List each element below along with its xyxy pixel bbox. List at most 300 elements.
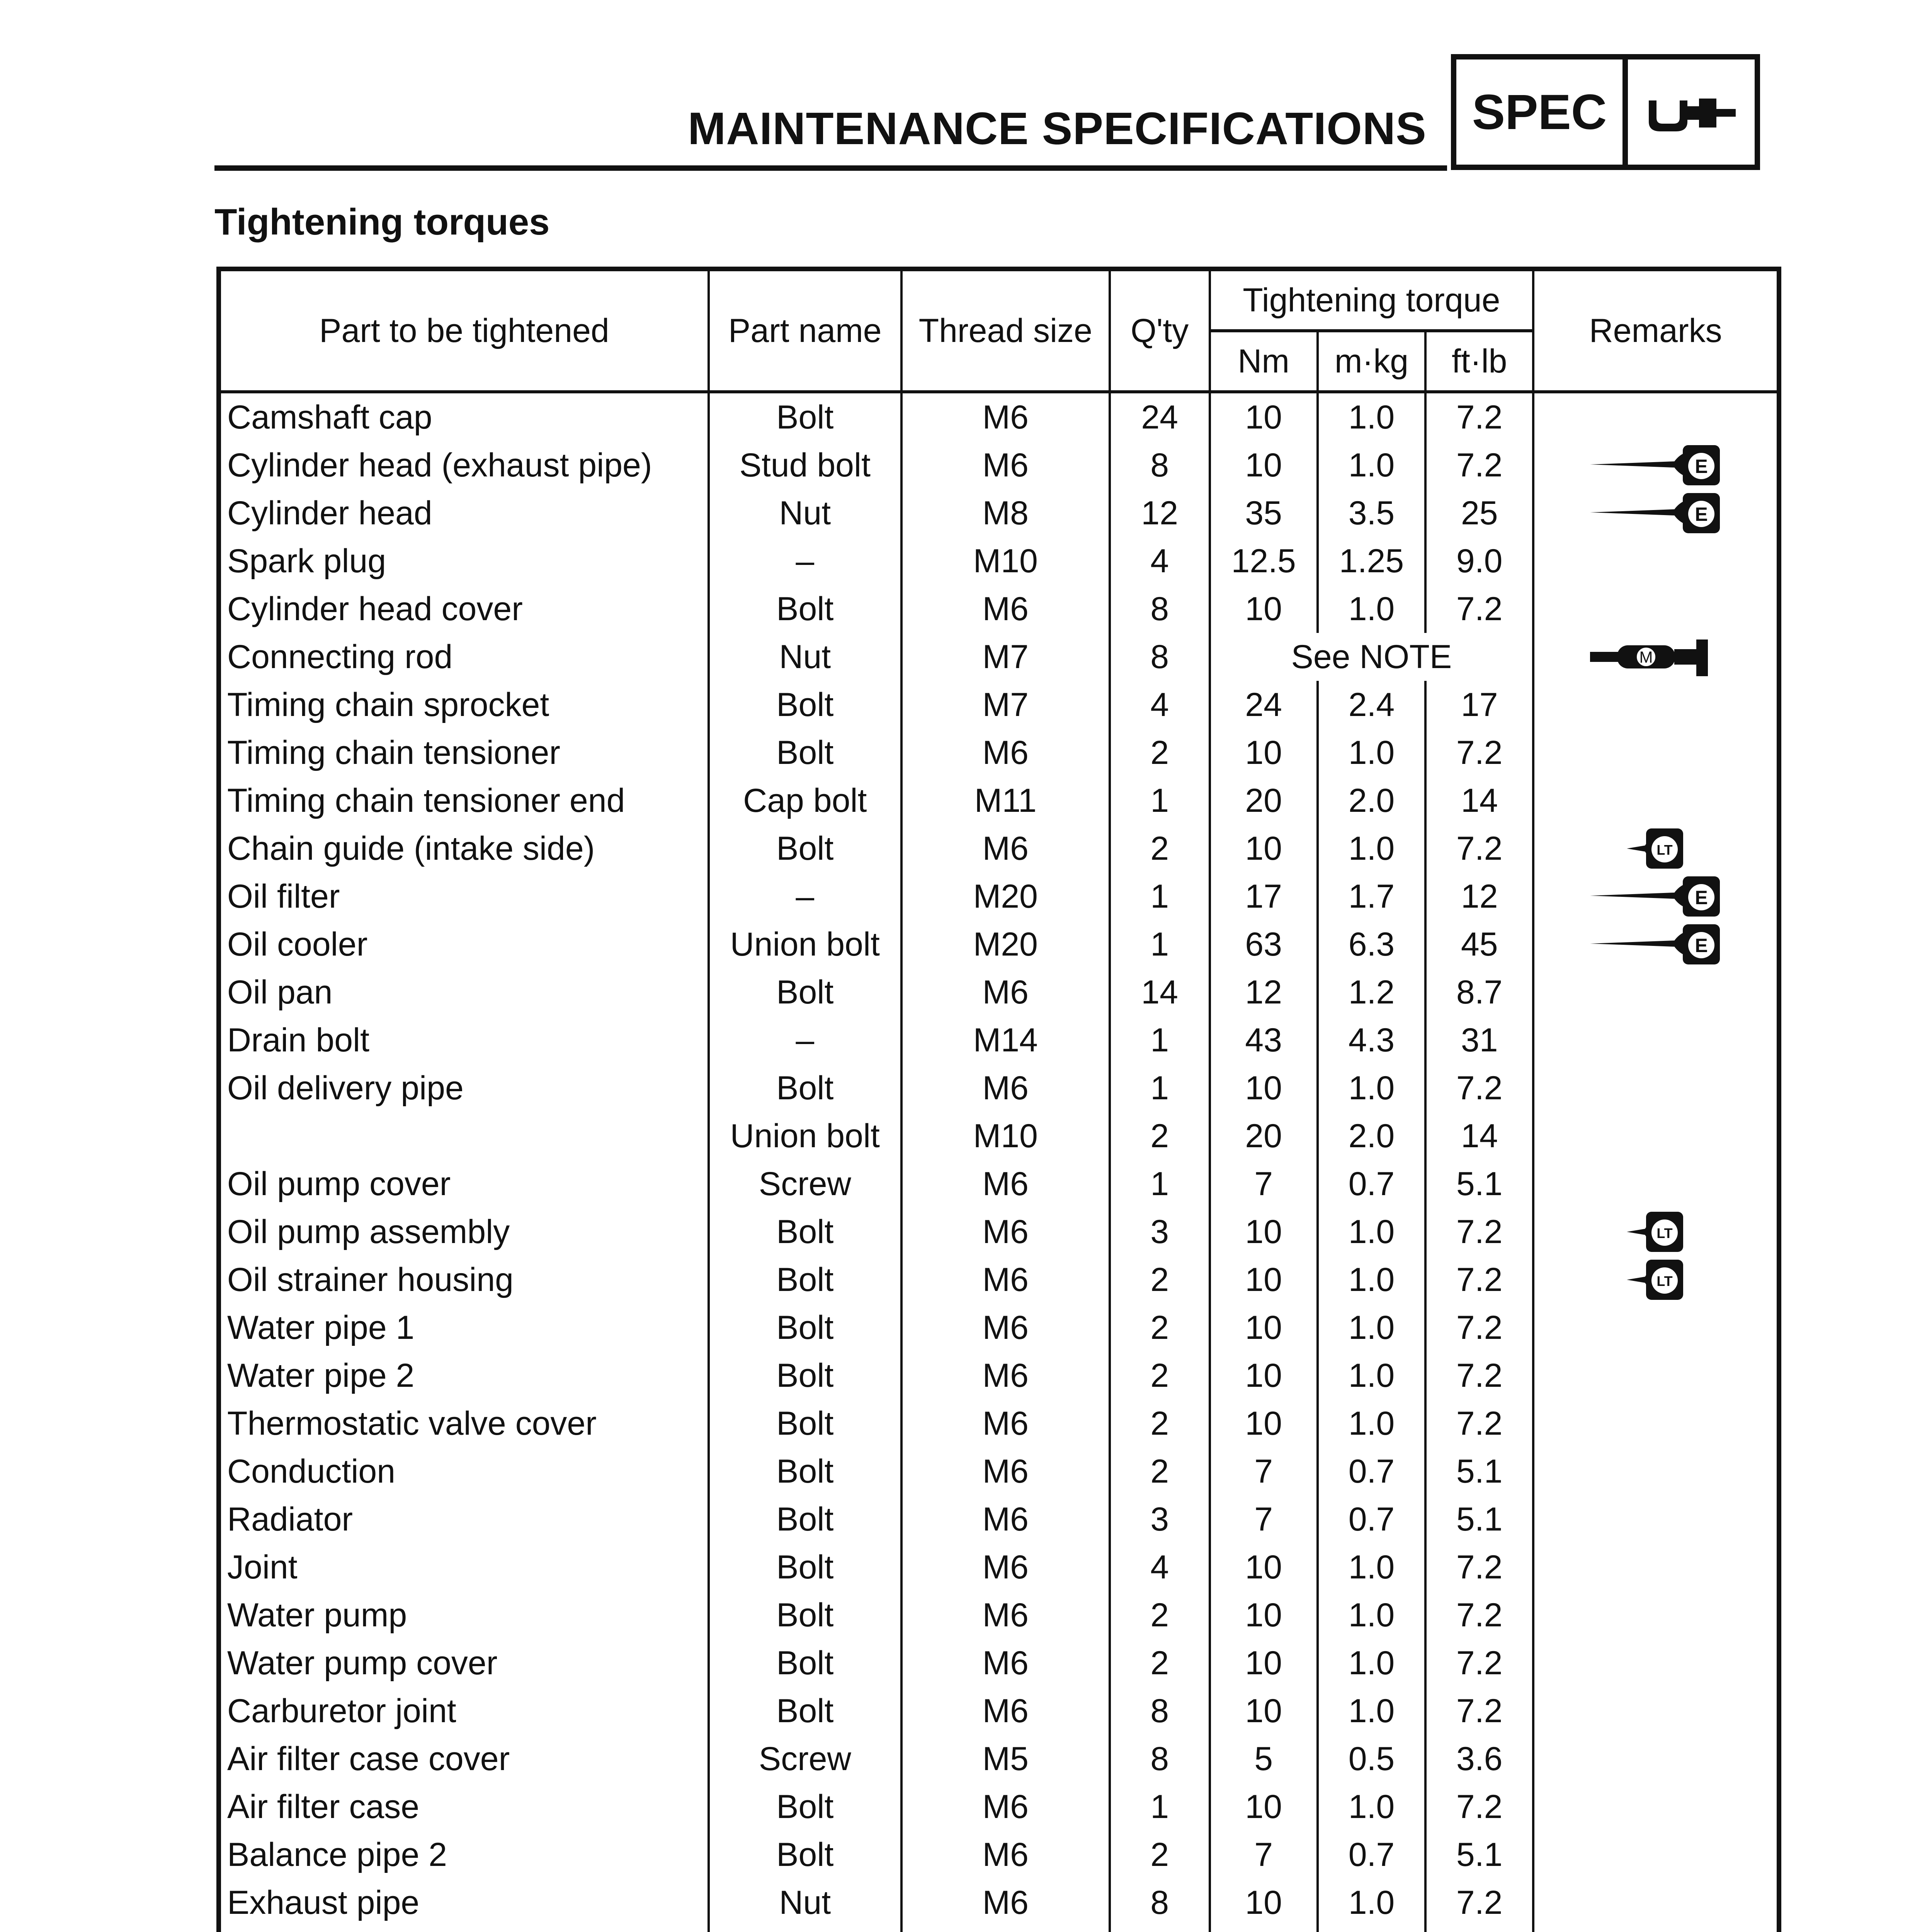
part-name-cell: Bolt xyxy=(709,1304,901,1352)
quantity-cell: 8 xyxy=(1110,1879,1210,1927)
mkg-cell: 1.0 xyxy=(1318,1256,1425,1304)
table-row xyxy=(219,633,1779,681)
thread-size-cell: M6 xyxy=(901,1591,1110,1639)
nm-cell: 20 xyxy=(1210,777,1318,825)
header-remarks: Remarks xyxy=(1533,269,1779,392)
remarks-cell xyxy=(1533,1352,1779,1400)
quantity-cell xyxy=(1110,1927,1210,1932)
part-name-cell: Bolt xyxy=(709,1352,901,1400)
remarks-cell xyxy=(1533,1927,1779,1932)
part-cell: Oil strainer housing xyxy=(219,1256,709,1304)
remarks-cell xyxy=(1533,825,1779,872)
table-row xyxy=(219,825,1779,872)
part-cell: Water pump cover xyxy=(219,1639,709,1687)
quantity-cell: 12 xyxy=(1110,489,1210,537)
header-mkg: m·kg xyxy=(1318,331,1425,392)
ftlb-cell: 7.2 xyxy=(1425,1687,1533,1735)
thread-size-cell: M10 xyxy=(901,537,1110,585)
table-row xyxy=(219,1783,1779,1831)
mkg-cell: 0.5 xyxy=(1318,1735,1425,1783)
ftlb-cell: 7.2 xyxy=(1425,729,1533,777)
mkg-cell: 1.0 xyxy=(1318,1591,1425,1639)
part-name-cell: Union bolt xyxy=(709,1112,901,1160)
part-cell: Spark plug xyxy=(219,537,709,585)
svg-text:M: M xyxy=(1639,648,1653,666)
part-cell: Air filter case cover xyxy=(219,1735,709,1783)
part-cell: Water pipe 2 xyxy=(219,1352,709,1400)
part-name-cell: Bolt xyxy=(709,1064,901,1112)
part-name-cell: – xyxy=(709,872,901,920)
quantity-cell: 1 xyxy=(1110,1783,1210,1831)
ftlb-cell: 14 xyxy=(1425,1112,1533,1160)
part-name-cell: – xyxy=(709,537,901,585)
quantity-cell: 2 xyxy=(1110,1304,1210,1352)
quantity-cell: 3 xyxy=(1110,1208,1210,1256)
thread-size-cell: M6 xyxy=(901,1400,1110,1447)
quantity-cell: 2 xyxy=(1110,1400,1210,1447)
remarks-cell xyxy=(1533,537,1779,585)
thread-size-cell: M8 xyxy=(901,489,1110,537)
ftlb-cell: 7.2 xyxy=(1425,1208,1533,1256)
quantity-cell: 24 xyxy=(1110,392,1210,441)
mkg-cell: 1.0 xyxy=(1318,1879,1425,1927)
thread-size-cell: M14 xyxy=(901,1016,1110,1064)
part-name-cell: Screw xyxy=(709,1735,901,1783)
remarks-cell xyxy=(1533,1160,1779,1208)
remarks-cell xyxy=(1533,633,1779,681)
nm-cell: 35 xyxy=(1210,489,1318,537)
svg-text:LT: LT xyxy=(1656,1273,1673,1289)
ftlb-cell: 7.2 xyxy=(1425,1064,1533,1112)
table-row xyxy=(219,1304,1779,1352)
mkg-cell: 1.0 xyxy=(1318,1783,1425,1831)
table-row xyxy=(219,1016,1779,1064)
table-body xyxy=(219,392,1779,1932)
thread-size-cell: M20 xyxy=(901,872,1110,920)
part-name-cell: Bolt xyxy=(709,1495,901,1543)
part-name-cell: Bolt xyxy=(709,681,901,729)
part-name-cell: Bolt xyxy=(709,585,901,633)
svg-text:LT: LT xyxy=(1656,1225,1673,1241)
table-row xyxy=(219,1879,1779,1927)
nm-cell: 10 xyxy=(1210,1256,1318,1304)
header-nm: Nm xyxy=(1210,331,1318,392)
part-name-cell: Bolt xyxy=(709,968,901,1016)
engine-oil-icon xyxy=(1586,921,1725,968)
part-cell: Oil delivery pipe xyxy=(219,1064,709,1112)
mkg-cell: 1.0 xyxy=(1318,392,1425,441)
remarks-cell xyxy=(1533,1112,1779,1160)
part-name-cell: Screw xyxy=(709,1160,901,1208)
remarks-cell xyxy=(1533,777,1779,825)
thread-size-cell: M6 xyxy=(901,585,1110,633)
table-row xyxy=(219,585,1779,633)
ftlb-cell: 7.2 xyxy=(1425,1304,1533,1352)
part-name-cell: Bolt xyxy=(709,392,901,441)
remarks-cell xyxy=(1533,1064,1779,1112)
part-name-cell xyxy=(709,1927,901,1932)
table-row xyxy=(219,1208,1779,1256)
part-cell: Oil pan xyxy=(219,968,709,1016)
part-cell: Cylinder head cover xyxy=(219,585,709,633)
quantity-cell: 1 xyxy=(1110,920,1210,968)
remarks-cell xyxy=(1533,681,1779,729)
part-cell: Oil filter xyxy=(219,872,709,920)
see-note-cell: See NOTE xyxy=(1210,633,1534,681)
remarks-cell xyxy=(1533,1208,1779,1256)
table-row xyxy=(219,1352,1779,1400)
thread-size-cell: M6 xyxy=(901,1495,1110,1543)
part-name-cell: Bolt xyxy=(709,1783,901,1831)
remarks-cell xyxy=(1533,1400,1779,1447)
ftlb-cell: 7.2 xyxy=(1425,1591,1533,1639)
quantity-cell: 4 xyxy=(1110,1543,1210,1591)
part-cell: Connecting rod xyxy=(219,633,709,681)
part-cell: Carburetor joint xyxy=(219,1687,709,1735)
nm-cell: 24 xyxy=(1210,681,1318,729)
quantity-cell: 1 xyxy=(1110,1016,1210,1064)
quantity-cell: 8 xyxy=(1110,585,1210,633)
molybdenum-disulfide-oil-bolt-icon xyxy=(1586,636,1725,678)
quantity-cell: 8 xyxy=(1110,1687,1210,1735)
remarks-cell xyxy=(1533,1639,1779,1687)
ftlb-cell: 8.7 xyxy=(1425,968,1533,1016)
ftlb-cell: 7.2 xyxy=(1425,1543,1533,1591)
thread-size-cell: M6 xyxy=(901,1064,1110,1112)
svg-text:E: E xyxy=(1694,503,1708,525)
remarks-cell xyxy=(1533,1879,1779,1927)
svg-text:E: E xyxy=(1694,456,1708,477)
part-cell: Timing chain sprocket xyxy=(219,681,709,729)
ftlb-cell xyxy=(1425,1927,1533,1932)
mkg-cell: 1.0 xyxy=(1318,1687,1425,1735)
thread-size-cell: M6 xyxy=(901,1447,1110,1495)
mkg-cell: 1.25 xyxy=(1318,537,1425,585)
ftlb-cell: 5.1 xyxy=(1425,1831,1533,1879)
mkg-cell: 1.2 xyxy=(1318,968,1425,1016)
part-name-cell: Bolt xyxy=(709,1208,901,1256)
table-row xyxy=(219,537,1779,585)
thread-size-cell: M6 xyxy=(901,968,1110,1016)
part-name-cell: Cap bolt xyxy=(709,777,901,825)
nm-cell: 7 xyxy=(1210,1160,1318,1208)
mkg-cell: 2.0 xyxy=(1318,1112,1425,1160)
mkg-cell xyxy=(1318,1927,1425,1932)
table-row xyxy=(219,489,1779,537)
nm-cell: 10 xyxy=(1210,1591,1318,1639)
nm-cell: 10 xyxy=(1210,1783,1318,1831)
wrench-icon xyxy=(1628,60,1755,165)
part-name-cell: Bolt xyxy=(709,1639,901,1687)
ftlb-cell: 3.6 xyxy=(1425,1735,1533,1783)
part-cell: Camshaft cap xyxy=(219,392,709,441)
ftlb-cell: 25 xyxy=(1425,489,1533,537)
header-title: MAINTENANCE SPECIFICATIONS xyxy=(688,103,1427,154)
svg-text:LT: LT xyxy=(1656,842,1673,858)
part-name-cell: Bolt xyxy=(709,1687,901,1735)
remarks-cell xyxy=(1533,1831,1779,1879)
mkg-cell: 2.0 xyxy=(1318,777,1425,825)
part-name-cell: Nut xyxy=(709,489,901,537)
torque-table xyxy=(216,267,1781,1932)
mkg-cell: 1.0 xyxy=(1318,585,1425,633)
quantity-cell: 2 xyxy=(1110,1831,1210,1879)
quantity-cell: 1 xyxy=(1110,1064,1210,1112)
thread-size-cell: M11 xyxy=(901,777,1110,825)
remarks-cell xyxy=(1533,392,1779,441)
ftlb-cell: 7.2 xyxy=(1425,1256,1533,1304)
table-row xyxy=(219,1591,1779,1639)
part-name-cell: Bolt xyxy=(709,1400,901,1447)
thread-size-cell: M6 xyxy=(901,1639,1110,1687)
mkg-cell: 0.7 xyxy=(1318,1831,1425,1879)
part-cell xyxy=(219,1927,709,1932)
mkg-cell: 1.0 xyxy=(1318,1208,1425,1256)
section-title: Tightening torques xyxy=(214,201,550,243)
ftlb-cell: 14 xyxy=(1425,777,1533,825)
remarks-cell xyxy=(1533,1591,1779,1639)
quantity-cell: 8 xyxy=(1110,441,1210,489)
table-row xyxy=(219,1447,1779,1495)
table-row xyxy=(219,1639,1779,1687)
header-rule xyxy=(214,165,1447,171)
part-name-cell: Bolt xyxy=(709,1256,901,1304)
mkg-cell: 2.4 xyxy=(1318,681,1425,729)
part-cell: Cylinder head xyxy=(219,489,709,537)
thread-size-cell: M6 xyxy=(901,392,1110,441)
ftlb-cell: 45 xyxy=(1425,920,1533,968)
thread-size-cell: M6 xyxy=(901,825,1110,872)
quantity-cell: 2 xyxy=(1110,729,1210,777)
part-cell: Drain bolt xyxy=(219,1016,709,1064)
mkg-cell: 1.0 xyxy=(1318,1304,1425,1352)
nm-cell: 17 xyxy=(1210,872,1318,920)
remarks-cell xyxy=(1533,1016,1779,1064)
locktite-icon xyxy=(1623,1257,1689,1303)
svg-text:E: E xyxy=(1694,935,1708,956)
nm-cell: 10 xyxy=(1210,1304,1318,1352)
thread-size-cell: M6 xyxy=(901,1256,1110,1304)
remarks-cell xyxy=(1533,872,1779,920)
remarks-cell xyxy=(1533,729,1779,777)
remarks-cell xyxy=(1533,968,1779,1016)
part-name-cell: Bolt xyxy=(709,1831,901,1879)
part-name-cell: Nut xyxy=(709,1879,901,1927)
nm-cell: 10 xyxy=(1210,1879,1318,1927)
part-cell: Chain guide (intake side) xyxy=(219,825,709,872)
part-cell xyxy=(219,1112,709,1160)
ftlb-cell: 7.2 xyxy=(1425,441,1533,489)
remarks-cell xyxy=(1533,585,1779,633)
table-row xyxy=(219,1735,1779,1783)
mkg-cell: 0.7 xyxy=(1318,1447,1425,1495)
quantity-cell: 2 xyxy=(1110,1591,1210,1639)
ftlb-cell: 7.2 xyxy=(1425,1400,1533,1447)
remarks-cell xyxy=(1533,1543,1779,1591)
mkg-cell: 0.7 xyxy=(1318,1495,1425,1543)
mkg-cell: 1.0 xyxy=(1318,1639,1425,1687)
table-row xyxy=(219,1256,1779,1304)
part-cell: Oil pump assembly xyxy=(219,1208,709,1256)
remarks-cell xyxy=(1533,1256,1779,1304)
part-cell: Radiator xyxy=(219,1495,709,1543)
thread-size-cell: M6 xyxy=(901,1543,1110,1591)
nm-cell: 10 xyxy=(1210,1639,1318,1687)
header-thread-size: Thread size xyxy=(901,269,1110,392)
header-quantity: Q'ty xyxy=(1110,269,1210,392)
ftlb-cell: 31 xyxy=(1425,1016,1533,1064)
quantity-cell: 1 xyxy=(1110,777,1210,825)
table-row xyxy=(219,1064,1779,1112)
nm-cell: 10 xyxy=(1210,1687,1318,1735)
part-name-cell: Bolt xyxy=(709,1543,901,1591)
thread-size-cell: M6 xyxy=(901,1304,1110,1352)
part-cell: Exhaust pipe xyxy=(219,1879,709,1927)
remarks-cell xyxy=(1533,1447,1779,1495)
quantity-cell: 8 xyxy=(1110,633,1210,681)
ftlb-cell: 7.2 xyxy=(1425,1783,1533,1831)
nm-cell: 20 xyxy=(1210,1112,1318,1160)
table-row xyxy=(219,392,1779,441)
remarks-cell xyxy=(1533,1783,1779,1831)
mkg-cell: 1.0 xyxy=(1318,729,1425,777)
part-cell: Balance pipe 2 xyxy=(219,1831,709,1879)
part-cell: Air filter case xyxy=(219,1783,709,1831)
part-cell: Thermostatic valve cover xyxy=(219,1400,709,1447)
thread-size-cell: M6 xyxy=(901,1879,1110,1927)
mkg-cell: 1.0 xyxy=(1318,1400,1425,1447)
part-cell: Joint xyxy=(219,1543,709,1591)
nm-cell: 43 xyxy=(1210,1016,1318,1064)
table-row xyxy=(219,872,1779,920)
quantity-cell: 1 xyxy=(1110,1160,1210,1208)
part-cell: Oil cooler xyxy=(219,920,709,968)
thread-size-cell: M10 xyxy=(901,1112,1110,1160)
thread-size-cell: M6 xyxy=(901,729,1110,777)
quantity-cell: 1 xyxy=(1110,872,1210,920)
nm-cell: 5 xyxy=(1210,1735,1318,1783)
nm-cell: 10 xyxy=(1210,825,1318,872)
ftlb-cell: 12 xyxy=(1425,872,1533,920)
thread-size-cell: M6 xyxy=(901,1208,1110,1256)
table-row xyxy=(219,1400,1779,1447)
remarks-cell xyxy=(1533,441,1779,489)
nm-cell: 10 xyxy=(1210,1400,1318,1447)
nm-cell: 10 xyxy=(1210,392,1318,441)
ftlb-cell: 9.0 xyxy=(1425,537,1533,585)
quantity-cell: 4 xyxy=(1110,681,1210,729)
nm-cell: 7 xyxy=(1210,1447,1318,1495)
ftlb-cell: 5.1 xyxy=(1425,1495,1533,1543)
quantity-cell: 3 xyxy=(1110,1495,1210,1543)
thread-size-cell: M6 xyxy=(901,441,1110,489)
locktite-icon xyxy=(1623,825,1689,872)
part-name-cell: Bolt xyxy=(709,825,901,872)
part-cell: Timing chain tensioner end xyxy=(219,777,709,825)
ftlb-cell: 17 xyxy=(1425,681,1533,729)
table-row xyxy=(219,777,1779,825)
nm-cell: 7 xyxy=(1210,1495,1318,1543)
remarks-cell xyxy=(1533,1687,1779,1735)
quantity-cell: 2 xyxy=(1110,1112,1210,1160)
nm-cell: 10 xyxy=(1210,585,1318,633)
nm-cell: 12.5 xyxy=(1210,537,1318,585)
table-row xyxy=(219,1927,1779,1932)
table-row xyxy=(219,729,1779,777)
thread-size-cell: M5 xyxy=(901,1735,1110,1783)
svg-text:E: E xyxy=(1694,887,1708,908)
table-row xyxy=(219,920,1779,968)
nm-cell: 63 xyxy=(1210,920,1318,968)
ftlb-cell: 7.2 xyxy=(1425,1639,1533,1687)
ftlb-cell: 7.2 xyxy=(1425,585,1533,633)
header-part: Part to be tightened xyxy=(219,269,709,392)
remarks-cell xyxy=(1533,1495,1779,1543)
thread-size-cell: M6 xyxy=(901,1783,1110,1831)
mkg-cell: 1.7 xyxy=(1318,872,1425,920)
thread-size-cell: M7 xyxy=(901,681,1110,729)
thread-size-cell: M20 xyxy=(901,920,1110,968)
table-row xyxy=(219,1687,1779,1735)
table-row xyxy=(219,1543,1779,1591)
quantity-cell: 14 xyxy=(1110,968,1210,1016)
ftlb-cell: 5.1 xyxy=(1425,1160,1533,1208)
ftlb-cell: 7.2 xyxy=(1425,825,1533,872)
thread-size-cell: M6 xyxy=(901,1160,1110,1208)
nm-cell: 10 xyxy=(1210,1543,1318,1591)
thread-size-cell: M6 xyxy=(901,1352,1110,1400)
header-ftlb: ft·lb xyxy=(1425,331,1533,392)
part-name-cell: Bolt xyxy=(709,729,901,777)
part-name-cell: Bolt xyxy=(709,1447,901,1495)
remarks-cell xyxy=(1533,920,1779,968)
part-cell: Water pipe 1 xyxy=(219,1304,709,1352)
engine-oil-icon xyxy=(1586,873,1725,920)
spec-label: SPEC xyxy=(1456,60,1628,165)
mkg-cell: 0.7 xyxy=(1318,1160,1425,1208)
nm-cell: 10 xyxy=(1210,1208,1318,1256)
remarks-cell xyxy=(1533,1735,1779,1783)
part-cell: Water pump xyxy=(219,1591,709,1639)
header-tightening-torque: Tightening torque xyxy=(1210,269,1534,331)
nm-cell: 12 xyxy=(1210,968,1318,1016)
locktite-icon xyxy=(1623,1209,1689,1255)
thread-size-cell: M6 xyxy=(901,1687,1110,1735)
spec-box xyxy=(1451,54,1760,170)
part-name-cell: Bolt xyxy=(709,1591,901,1639)
engine-oil-icon xyxy=(1586,490,1725,536)
nm-cell: 10 xyxy=(1210,441,1318,489)
quantity-cell: 2 xyxy=(1110,825,1210,872)
quantity-cell: 2 xyxy=(1110,1639,1210,1687)
quantity-cell: 8 xyxy=(1110,1735,1210,1783)
part-cell: Cylinder head (exhaust pipe) xyxy=(219,441,709,489)
table-row xyxy=(219,1831,1779,1879)
part-name-cell: Nut xyxy=(709,633,901,681)
nm-cell: 10 xyxy=(1210,1352,1318,1400)
table-row xyxy=(219,441,1779,489)
mkg-cell: 4.3 xyxy=(1318,1016,1425,1064)
thread-size-cell: M6 xyxy=(901,1831,1110,1879)
header-part-name: Part name xyxy=(709,269,901,392)
table-row xyxy=(219,1112,1779,1160)
part-cell: Conduction xyxy=(219,1447,709,1495)
quantity-cell: 2 xyxy=(1110,1447,1210,1495)
mkg-cell: 1.0 xyxy=(1318,1543,1425,1591)
mkg-cell: 1.0 xyxy=(1318,1352,1425,1400)
nm-cell xyxy=(1210,1927,1318,1932)
quantity-cell: 2 xyxy=(1110,1352,1210,1400)
